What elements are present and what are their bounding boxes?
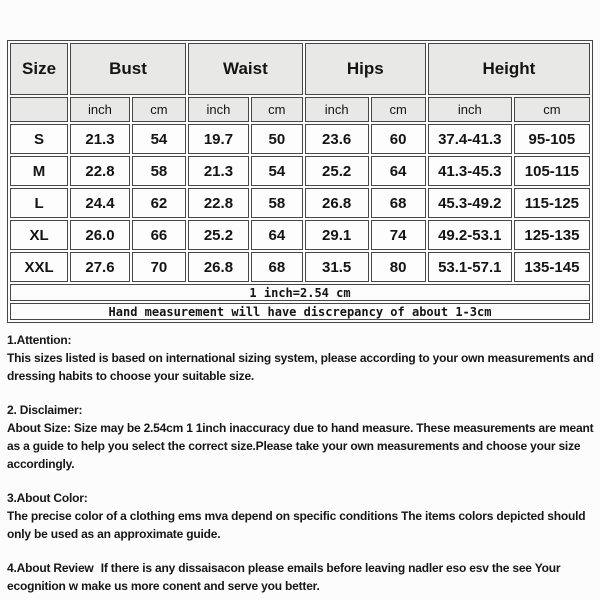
column-header-waist: Waist <box>188 43 303 95</box>
measurement-value: 26.0 <box>70 220 130 250</box>
measurement-value: 25.2 <box>305 156 369 186</box>
measurement-value: 29.1 <box>305 220 369 250</box>
measurement-value: 58 <box>132 156 186 186</box>
measurement-value: 54 <box>132 124 186 154</box>
measurement-value: 58 <box>251 188 303 218</box>
column-header-size: Size <box>10 43 68 95</box>
note-heading-disclaimer: 2. Disclaimer: <box>7 403 83 417</box>
measurement-value: 135-145 <box>514 252 590 282</box>
measurement-value: 68 <box>371 188 426 218</box>
measurement-value: 31.5 <box>305 252 369 282</box>
measurement-value: 25.2 <box>188 220 249 250</box>
note-body-about-color: The precise color of a clothing ems mva depend on specific conditions The items colors depicted should only be used as an approximate guide. <box>7 509 586 541</box>
size-label: L <box>10 188 68 218</box>
unit-header-blank <box>10 97 68 122</box>
measurement-value: 66 <box>132 220 186 250</box>
measurement-value: 37.4-41.3 <box>428 124 512 154</box>
note-body-attention: This sizes listed is based on international sizing system, please according to your own measurements and dressing habits to choose your suitable size. <box>7 351 594 383</box>
measurement-value: 64 <box>371 156 426 186</box>
measurement-value: 19.7 <box>188 124 249 154</box>
size-row-l <box>10 188 590 218</box>
measurement-value: 115-125 <box>514 188 590 218</box>
measurement-value: 80 <box>371 252 426 282</box>
unit-header-bust-cm: cm <box>132 97 186 122</box>
measurement-value: 70 <box>132 252 186 282</box>
conversion-note-row <box>10 284 590 301</box>
column-header-height: Height <box>428 43 590 95</box>
note-body-disclaimer: About Size: Size may be 2.54cm 1 1inch inaccuracy due to hand measure. These measurements are meant as a guide to help you select the correct size.Please take your own measurements and choose your size accordingly. <box>7 421 594 471</box>
measurement-value: 26.8 <box>305 188 369 218</box>
note-about-color <box>7 489 595 543</box>
measurement-value: 23.6 <box>305 124 369 154</box>
notes-section <box>7 331 595 595</box>
measurement-note: Hand measurement will have discrepancy of about 1-3cm <box>10 303 590 320</box>
size-label: XL <box>10 220 68 250</box>
measurement-note-row <box>10 303 590 320</box>
note-heading-about-review: 4.About Review <box>7 561 94 575</box>
measurement-value: 74 <box>371 220 426 250</box>
measurement-value: 49.2-53.1 <box>428 220 512 250</box>
unit-header-bust-inch: inch <box>70 97 130 122</box>
measurement-value: 45.3-49.2 <box>428 188 512 218</box>
measurement-value: 105-115 <box>514 156 590 186</box>
unit-header-waist-cm: cm <box>251 97 303 122</box>
measurement-value: 21.3 <box>70 124 130 154</box>
conversion-note: 1 inch=2.54 cm <box>10 284 590 301</box>
column-header-row <box>10 43 590 95</box>
measurement-value: 22.8 <box>70 156 130 186</box>
size-label: M <box>10 156 68 186</box>
measurement-value: 125-135 <box>514 220 590 250</box>
measurement-value: 24.4 <box>70 188 130 218</box>
size-row-xxl <box>10 252 590 282</box>
measurement-value: 54 <box>251 156 303 186</box>
measurement-value: 50 <box>251 124 303 154</box>
size-chart-table <box>7 40 593 323</box>
measurement-value: 95-105 <box>514 124 590 154</box>
unit-header-hips-inch: inch <box>305 97 369 122</box>
unit-header-waist-inch: inch <box>188 97 249 122</box>
size-label: XXL <box>10 252 68 282</box>
measurement-value: 26.8 <box>188 252 249 282</box>
note-heading-attention: 1.Attention: <box>7 333 72 347</box>
column-header-hips: Hips <box>305 43 426 95</box>
unit-header-height-cm: cm <box>514 97 590 122</box>
measurement-value: 62 <box>132 188 186 218</box>
measurement-value: 53.1-57.1 <box>428 252 512 282</box>
measurement-value: 22.8 <box>188 188 249 218</box>
note-about-review <box>7 559 595 595</box>
measurement-value: 21.3 <box>188 156 249 186</box>
measurement-value: 60 <box>371 124 426 154</box>
unit-header-row <box>10 97 590 122</box>
note-body-about-review: If there is any dissaisacon please emails before leaving nadler eso esv the see Your ecognition w make us more conent and serve you better. <box>7 561 561 593</box>
note-disclaimer <box>7 401 595 473</box>
size-label: S <box>10 124 68 154</box>
size-row-xl <box>10 220 590 250</box>
column-header-bust: Bust <box>70 43 186 95</box>
measurement-value: 68 <box>251 252 303 282</box>
measurement-value: 41.3-45.3 <box>428 156 512 186</box>
measurement-value: 27.6 <box>70 252 130 282</box>
size-row-s <box>10 124 590 154</box>
measurement-value: 64 <box>251 220 303 250</box>
note-heading-about-color: 3.About Color: <box>7 491 88 505</box>
unit-header-height-inch: inch <box>428 97 512 122</box>
unit-header-hips-cm: cm <box>371 97 426 122</box>
size-row-m <box>10 156 590 186</box>
note-attention <box>7 331 595 385</box>
